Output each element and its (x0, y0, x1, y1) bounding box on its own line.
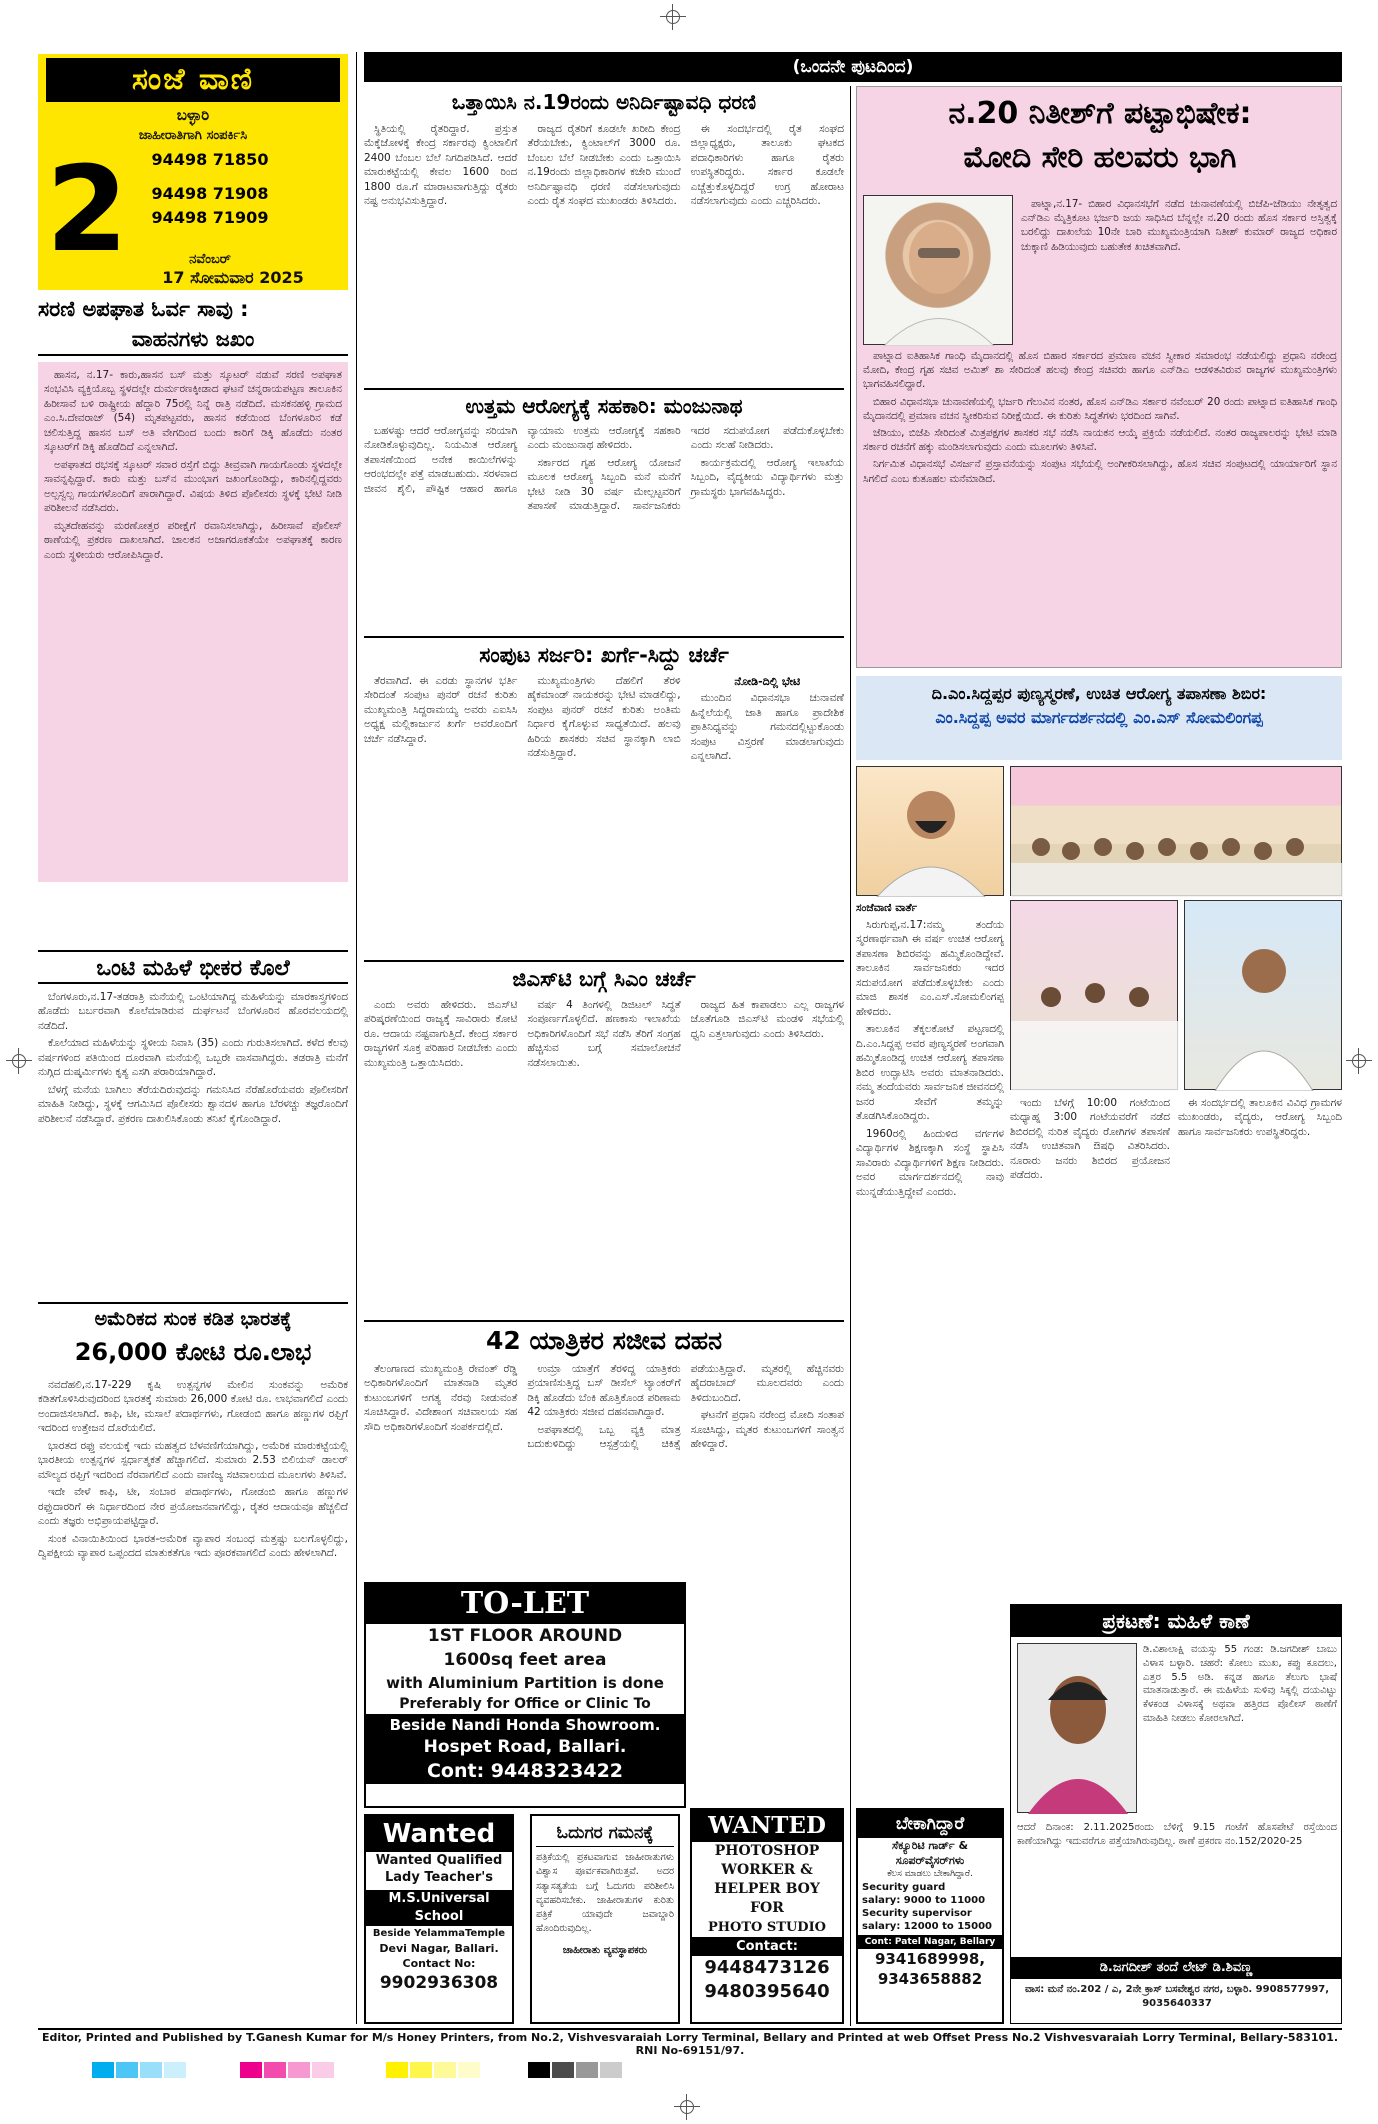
tolet-ad (364, 1582, 686, 1808)
camp-para-3: 1960ರಲ್ಲಿ ಹಿಂದುಳಿದ ವರ್ಗಗಳ ವಿದ್ಯಾರ್ಥಿಗಳ ಶಿಕ್ಷಣಕ್ಕಾಗಿ ಸಂಸ್ಥೆ ಸ್ಥಾಪಿಸಿ ಸಾವಿರಾರು ವಿದ್ಯಾರ್ಥಿಗಳಿಗೆ ಶಿಕ್ಷಣ ನೀಡಿದರು. ಅವರ ಮಾರ್ಗದರ್ಶನದಲ್ಲಿ ನಾವು ಮುನ್ನಡೆಯುತ್ತಿದ್ದೇವೆ ಎಂದರು. (856, 1127, 1004, 1198)
teacher-school-2: School (366, 1908, 512, 1926)
photoshop-line-1: PHOTOSHOP (714, 1843, 820, 1859)
swatch-cyan-4 (164, 2062, 186, 2078)
swatch-cyan-1 (92, 2062, 114, 2078)
masthead-city: ಬಳ್ಳಾರಿ (176, 106, 210, 124)
security-salary-1: Security guard (862, 1882, 946, 1893)
murder-headline: ಒಂಟಿ ಮಹಿಳೆ ಭೀಕರ ಕೊಲೆ (38, 950, 348, 984)
murder-para-3: ಬೆಳಗ್ಗೆ ಮನೆಯ ಬಾಗಿಲು ತೆರೆಯದಿರುವುದನ್ನು ಗಮನಿಸಿದ ನೆರೆಹೊರೆಯವರು ಪೊಲೀಸರಿಗೆ ಮಾಹಿತಿ ನೀಡಿದ್ದು, ಸ್ಥಳಕ್ಕೆ ಆಗಮಿಸಿದ ಪೊಲೀಸರು ಶ್ವಾನದಳ ಹಾಗೂ ಬೆರಳಚ್ಚು ತಜ್ಞರೊಂದಿಗೆ ಪರಿಶೀಲನೆ ನಡೆಸಿದ್ದಾರೆ. ಪ್ರಕರಣ ದಾಖಲಿಸಿಕೊಂಡು ತನಿಖೆ ಕೈಗೊಂಡಿದ್ದಾರೆ. (38, 1083, 348, 1125)
security-phone-2: 9343658882 (877, 1970, 983, 1988)
photoshop-line-5: PHOTO STUDIO (708, 1920, 826, 1935)
swatch-magenta-4 (312, 2062, 334, 2078)
teacher-ad (364, 1814, 514, 2024)
masthead-phone-1: 94498 71850 (151, 150, 269, 169)
photoshop-title: WANTED (692, 1810, 842, 1842)
tolet-line-3: with Aluminium Partition is done (386, 1674, 664, 1692)
murder-para-2: ಕೊಲೆಯಾದ ಮಹಿಳೆಯನ್ನು ಸ್ಥಳೀಯ ನಿವಾಸಿ (35) ಎಂದು ಗುರುತಿಸಲಾಗಿದೆ. ಕಳೆದ ಕೆಲವು ವರ್ಷಗಳಿಂದ ಪತಿಯಿಂದ ದೂರವಾಗಿ ಮನೆಯಲ್ಲಿ ಒಬ್ಬರೇ ವಾಸವಾಗಿದ್ದರು. ತಡರಾತ್ರಿ ಮನೆಗೆ ನುಗ್ಗಿದ ದುಷ್ಕರ್ಮಿಗಳು ಕೃತ್ಯ ಎಸಗಿ ಪರಾರಿಯಾಗಿದ್ದಾರೆ. (38, 1037, 348, 1079)
page-number: 2 (46, 140, 129, 278)
nitish-body (863, 349, 1337, 663)
nitish-para-5: ನಿರ್ಗಮಿತ ವಿಧಾನಸಭೆ ವಿಸರ್ಜನೆ ಪ್ರಸ್ತಾವನೆಯನ್ನು ಸಂಪುಟ ಸಭೆಯಲ್ಲಿ ಅಂಗೀಕರಿಸಲಾಗಿದ್ದು, ಹೊಸ ಸಚಿವ ಸಂಪುಟದಲ್ಲಿ ಯಾರ್ಯಾರಿಗೆ ಸ್ಥಾನ ಸಿಗಲಿದೆ ಎಂಬ ಕುತೂಹಲ ಮನೆಮಾಡಿದೆ. (863, 458, 1337, 485)
swatch-yellow-3 (434, 2062, 456, 2078)
security-ad (856, 1808, 1004, 2024)
missing-person-photo (1017, 1643, 1137, 1813)
swatch-black-3 (576, 2062, 598, 2078)
fire-para-4: ಘಟನೆಗೆ ಪ್ರಧಾನಿ ನರೇಂದ್ರ ಮೋದಿ ಸಂತಾಪ ಸೂಚಿಸಿದ್ದು, ಮೃತರ ಕುಟುಂಬಗಳಿಗೆ ಸಾಂತ್ವನ ಹೇಳಿದ್ದಾರೆ. (690, 1409, 844, 1451)
camp-para-4: ಇಂದು ಬೆಳಗ್ಗೆ 10:00 ಗಂಟೆಯಿಂದ ಮಧ್ಯಾಹ್ನ 3:00 ಗಂಟೆಯವರೆಗೆ ನಡೆದ ಶಿಬಿರದಲ್ಲಿ ನುರಿತ ವೈದ್ಯರು ರೋಗಿಗಳ ತಪಾಸಣೆ ನಡೆಸಿ ಉಚಿತವಾಗಿ ಔಷಧಿ ವಿತರಿಸಿದರು. ನೂರಾರು ಜನರು ಶಿಬಿರದ ಪ್ರಯೋಜನ ಪಡೆದರು. (1010, 1097, 1170, 1182)
swatch-black-4 (600, 2062, 622, 2078)
health-para-1: ಬಹಳಷ್ಟು ಆದರೆ ಆರೋಗ್ಯವನ್ನು ಸರಿಯಾಗಿ ನೋಡಿಕೊಳ್ಳುವುದಿಲ್ಲ. ನಿಯಮಿತ ಆರೋಗ್ಯ ತಪಾಸಣೆಯಿಂದ ಅನೇಕ ಕಾಯಿಲೆಗಳನ್ನು ಆರಂಭದಲ್ಲೇ ಪತ್ತೆ ಮಾಡಬಹುದು. ಸರಳವಾದ ಜೀವನ ಶೈಲಿ, ಪೌಷ್ಟಿಕ ಆಹಾರ ಹಾಗೂ ವ್ಯಾಯಾಮ ಉತ್ತಮ ಆರೋಗ್ಯಕ್ಕೆ ಸಹಕಾರಿ ಎಂದು ಮಂಜುನಾಥ ಹೇಳಿದರು. (364, 425, 681, 495)
tolet-contact: Cont: 9448323422 (366, 1758, 684, 1784)
murder-para-1: ಬೆಂಗಳೂರು,ನ.17-ತಡರಾತ್ರಿ ಮನೆಯಲ್ಲಿ ಒಂಟಿಯಾಗಿದ್ದ ಮಹಿಳೆಯನ್ನು ಮಾರಕಾಸ್ತ್ರಗಳಿಂದ ಹೊಡೆದು ಬರ್ಬರವಾಗಿ ಕೊಲೆಮಾಡಿರುವ ದುರ್ಘಟನೆ ಬೆಂಗಳೂರಿನ ಹೊರವಲಯದಲ್ಲಿ ನಡೆದಿದೆ. (38, 991, 348, 1032)
camp-crowd-photo (1010, 766, 1342, 896)
tolet-title: TO-LET (366, 1584, 684, 1624)
camp-para-5: ಈ ಸಂದರ್ಭದಲ್ಲಿ ತಾಲೂಕಿನ ವಿವಿಧ ಗ್ರಾಮಗಳ ಮುಖಂಡರು, ವೈದ್ಯರು, ಆರೋಗ್ಯ ಸಿಬ್ಬಂದಿ ಹಾಗೂ ಸಾರ್ವಜನಿಕರು ಉಪಸ್ಥಿತರಿದ್ದರು. (1178, 1097, 1342, 1138)
camp-headline-1: ದಿ.ಎಂ.ಸಿದ್ದಪ್ಪರ ಪುಣ್ಯಸ್ಮರಣೆ, ಉಚಿತ ಆರೋಗ್ಯ ತಪಾಸಣಾ ಶಿಬಿರ: (931, 684, 1267, 703)
teacher-title: Wanted (366, 1816, 512, 1852)
protest-para-3: ಈ ಸಂದರ್ಭದಲ್ಲಿ ರೈತ ಸಂಘದ ಜಿಲ್ಲಾಧ್ಯಕ್ಷರು, ತಾಲೂಕು ಘಟಕದ ಪದಾಧಿಕಾರಿಗಳು ಹಾಗೂ ರೈತರು ಉಪಸ್ಥಿತರಿದ್ದರು. ಸರ್ಕಾರ ಕೂಡಲೇ ಎಚ್ಚೆತ್ತುಕೊಳ್ಳದಿದ್ದರೆ ಉಗ್ರ ಹೋರಾಟ ನಡೆಸಲಾಗುವುದು ಎಂದು ಎಚ್ಚರಿಸಿದರು. (690, 123, 844, 208)
health-headline: ಉತ್ತಮ ಆರೋಗ್ಯಕ್ಕೆ ಸಹಕಾರಿ: ಮಂಜುನಾಥ (364, 388, 844, 420)
teacher-school-1: M.S.Universal (366, 1890, 512, 1908)
gst-headline: ಜಿಎಸ್‌ಟಿ ಬಗ್ಗೆ ಸಿಎಂ ಚರ್ಚೆ (364, 960, 844, 994)
swatch-cyan-2 (116, 2062, 138, 2078)
registration-mark-bottom (674, 2094, 700, 2120)
nitish-lead (1021, 197, 1337, 345)
swatch-yellow-1 (386, 2062, 408, 2078)
protest-para-2: ರಾಜ್ಯದ ರೈತರಿಗೆ ಕೂಡಲೇ ಖರೀದಿ ಕೇಂದ್ರ ತೆರೆಯಬೇಕು, ಕ್ವಿಂಟಾಲ್‌ಗೆ 3000 ರೂ. ಬೆಂಬಲ ಬೆಲೆ ನೀಡಬೇಕು ಎಂದು ಒತ್ತಾಯಿಸಿ ನ.19ರಂದು ಜಿಲ್ಲಾಧಿಕಾರಿಗಳ ಕಚೇರಿ ಮುಂದೆ ಅನಿರ್ದಿಷ್ಟಾವಧಿ ಧರಣಿ ನಡೆಸಲಾಗುವುದು ಎಂದು ರೈತ ಸಂಘದ ಮುಖಂಡರು ತಿಳಿಸಿದರು. (527, 123, 681, 208)
swatch-cyan-3 (140, 2062, 162, 2078)
teacher-addr-2: Devi Nagar, Ballari. (379, 1942, 499, 1955)
cabinet-subhead: ನೋಡಿ-ದಿಲ್ಲಿ ಭೇಟಿ (734, 675, 801, 688)
person-portrait-icon (864, 196, 1014, 346)
camp-headline-2: ಎಂ.ಸಿದ್ದಪ್ಪ ಅವರ ಮಾರ್ಗದರ್ಶನದಲ್ಲಿ ಎಂ.ಎಸ್ ಸೋಮಲಿಂಗಪ್ಪ (935, 708, 1263, 727)
camp-stage-photo-1 (1010, 900, 1178, 1090)
photoshop-line-4: FOR (750, 1900, 784, 1916)
gst-para-1: ಎಂದು ಅವರು ಹೇಳಿದರು. ಜಿಎಸ್‌ಟಿ ಪರಿಷ್ಕರಣೆಯಿಂದ ರಾಜ್ಯಕ್ಕೆ ಸಾವಿರಾರು ಕೋಟಿ ರೂ. ಆದಾಯ ನಷ್ಟವಾಗುತ್ತಿದೆ. ಕೇಂದ್ರ ಸರ್ಕಾರ ರಾಜ್ಯಗಳಿಗೆ ಸೂಕ್ತ ಪರಿಹಾರ ನೀಡಬೇಕು ಎಂದು ಮುಖ್ಯಮಂತ್ರಿ ಒತ್ತಾಯಿಸಿದರು. (364, 999, 518, 1069)
nitish-para-2: ಪಾಟ್ನಾದ ಐತಿಹಾಸಿಕ ಗಾಂಧಿ ಮೈದಾನದಲ್ಲಿ ಹೊಸ ಬಿಹಾರ ಸರ್ಕಾರದ ಪ್ರಮಾಣ ವಚನ ಸ್ವೀಕಾರ ಸಮಾರಂಭ ನಡೆಯಲಿದ್ದು ಪ್ರಧಾನಿ ನರೇಂದ್ರ ಮೋದಿ, ಕೇಂದ್ರ ಗೃಹ ಸಚಿವ ಅಮಿತ್ ಶಾ ಸೇರಿದಂತೆ ಹಲವು ಕೇಂದ್ರ ಸಚಿವರು ಹಾಗೂ ಎನ್‌ಡಿಎ ಆಡಳಿತವಿರುವ ರಾಜ್ಯಗಳ ಮುಖ್ಯಮಂತ್ರಿಗಳು ಭಾಗವಹಿಸಲಿದ್ದಾರೆ. (863, 350, 1337, 391)
swatch-black-1 (528, 2062, 550, 2078)
nitish-headline-1: ನ.20 ನಿತೀಶ್‌ಗೆ ಪಟ್ಟಾಭಿಷೇಕ: (948, 96, 1252, 131)
accident-headline-block (38, 294, 348, 356)
accident-para-2: ಅಪಘಾತದ ರಭಸಕ್ಕೆ ಸ್ಕೂಟರ್ ಸವಾರ ರಸ್ತೆಗೆ ಬಿದ್ದು ತೀವ್ರವಾಗಿ ಗಾಯಗೊಂಡು ಸ್ಥಳದಲ್ಲೇ ಸಾವನ್ನಪ್ಪಿದ್ದಾರೆ. ಕಾರು ಮತ್ತು ಬಸ್‌ನ ಮುಂಭಾಗ ಜಖಂಗೊಂಡಿದ್ದು, ಕಾರಿನಲ್ಲಿದ್ದವರು ಅಲ್ಪಸ್ವಲ್ಪ ಗಾಯಗಳೊಂದಿಗೆ ಪಾರಾಗಿದ್ದಾರೆ. ವಿಷಯ ತಿಳಿದ ಪೊಲೀಸರು ಸ್ಥಳಕ್ಕೆ ಭೇಟಿ ನೀಡಿ ಪರಿಶೀಲನೆ ನಡೆಸಿದರು. (44, 458, 342, 515)
cabinet-headline: ಸಂಪುಟ ಸರ್ಜರಿ: ಖರ್ಗೆ-ಸಿದ್ದು ಚರ್ಚೆ (364, 636, 844, 670)
readers-sign: ಜಾಹೀರಾತು ವ್ಯವಸ್ಥಾಪಕರು (562, 1944, 648, 1956)
masthead-phone-3: 94498 71909 (151, 208, 269, 227)
fire-headline: 42 ಯಾತ್ರಿಕರ ಸಜೀವ ದಹನ (364, 1320, 844, 1358)
photoshop-phone-1: 9448473126 (704, 1957, 830, 1978)
health-para-3: ಕಾರ್ಯಕ್ರಮದಲ್ಲಿ ಆರೋಗ್ಯ ಇಲಾಖೆಯ ಸಿಬ್ಬಂದಿ, ವೈದ್ಯಕೀಯ ವಿದ್ಯಾರ್ಥಿಗಳು ಮತ್ತು ಗ್ರಾಮಸ್ಥರು ಭಾಗವಹಿಸಿದ್ದರು. (690, 456, 844, 498)
camp-speaker-photo (856, 766, 1004, 896)
nitish-para-3: ಬಿಹಾರ ವಿಧಾನಸಭಾ ಚುನಾವಣೆಯಲ್ಲಿ ಭರ್ಜರಿ ಗೆಲುವಿನ ನಂತರ, ಹೊಸ ಎನ್‌ಡಿಎ ಸರ್ಕಾರ ನವೆಂಬರ್ 20 ರಂದು ಪಾಟ್ನಾದ ಐತಿಹಾಸಿಕ ಗಾಂಧಿ ಮೈದಾನದಲ್ಲಿ ಪ್ರಮಾಣ ವಚನ ಸ್ವೀಕರಿಸುವ ನಿರೀಕ್ಷೆಯಿದೆ. ಈ ಕುರಿತು ಸಿದ್ಧತೆಗಳು ಭರದಿಂದ ಸಾಗಿವೆ. (863, 395, 1337, 422)
camp-stage-photo-2 (1184, 900, 1342, 1090)
swatch-magenta-1 (240, 2062, 262, 2078)
camp-credit: ಸಂಜೆವಾಣಿ ವಾರ್ತೆ (856, 902, 918, 914)
stage-icon (1011, 901, 1179, 1091)
readers-body: ಪತ್ರಿಕೆಯಲ್ಲಿ ಪ್ರಕಟವಾಗುವ ಜಾಹೀರಾತುಗಳು ವಿಶ್ವಾಸ ಪೂರ್ವಕವಾಗಿರುತ್ತವೆ. ಅದರ ಸತ್ಯಾಸತ್ಯತೆಯ ಬಗ್ಗೆ ಓದುಗರು ಪರಿಶೀಲಿಸಿ ವ್ಯವಹರಿಸಬೇಕು. ಜಾಹೀರಾತುಗಳ ಕುರಿತು ಪತ್ರಿಕೆ ಯಾವುದೇ ಜವಾಬ್ದಾರಿ ಹೊಂದಿರುವುದಿಲ್ಲ. (536, 1852, 674, 1935)
tolet-line-6: Hospet Road, Ballari. (366, 1736, 684, 1758)
fire-para-3: ಅಪಘಾತದಲ್ಲಿ ಒಬ್ಬ ವ್ಯಕ್ತಿ ಮಾತ್ರ ಬದುಕುಳಿದಿದ್ದು ಆಸ್ಪತ್ರೆಯಲ್ಲಿ ಚಿಕಿತ್ಸೆ ಪಡೆಯುತ್ತಿದ್ದಾರೆ. ಮೃತರಲ್ಲಿ ಹೆಚ್ಚಿನವರು ಹೈದರಾಬಾದ್ ಮೂಲದವರು ಎಂದು ತಿಳಿದುಬಂದಿದೆ. (527, 1363, 844, 1451)
teacher-line-2: Lady Teacher's (385, 1870, 493, 1885)
protest-headline: ಒತ್ತಾಯಿಸಿ ನ.19ರಂದು ಅನಿರ್ದಿಷ್ಟಾವಧಿ ಧರಣಿ (451, 90, 757, 114)
fire-para-2: ಉಮ್ರಾ ಯಾತ್ರೆಗೆ ತೆರಳಿದ್ದ ಯಾತ್ರಿಕರು ಪ್ರಯಾಣಿಸುತ್ತಿದ್ದ ಬಸ್ ಡೀಸೆಲ್ ಟ್ಯಾಂಕರ್‌ಗೆ ಡಿಕ್ಕಿ ಹೊಡೆದು ಬೆಂಕಿ ಹೊತ್ತಿಕೊಂಡ ಪರಿಣಾಮ 42 ಯಾತ್ರಿಕರು ಸಜೀವ ದಹನವಾಗಿದ್ದಾರೆ. (527, 1363, 681, 1419)
accident-headline-2: ವಾಹನಗಳು ಜಖಂ (131, 327, 255, 351)
masthead (38, 54, 348, 290)
gst-para-3: ರಾಜ್ಯದ ಹಿತ ಕಾಪಾಡಲು ಎಲ್ಲ ರಾಜ್ಯಗಳ ಜೊತೆಗೂಡಿ ಜಿಎಸ್‌ಟಿ ಮಂಡಳಿ ಸಭೆಯಲ್ಲಿ ಧ್ವನಿ ಎತ್ತಲಾಗುವುದು ಎಂದು ತಿಳಿಸಿದರು. (690, 999, 844, 1040)
trade-para-4: ಸುಂಕ ವಿನಾಯಿತಿಯಿಂದ ಭಾರತ-ಅಮೆರಿಕ ವ್ಯಾಪಾರ ಸಂಬಂಧ ಮತ್ತಷ್ಟು ಬಲಗೊಳ್ಳಲಿದ್ದು, ದ್ವಿಪಕ್ಷೀಯ ವ್ಯಾಪಾರ ಒಪ್ಪಂದದ ಮಾತುಕತೆಗೂ ಇದು ಪೂರಕವಾಗಲಿದೆ ಎಂದು ಹೇಳಲಾಗಿದೆ. (38, 1532, 348, 1560)
photoshop-line-3: HELPER BOY (714, 1881, 820, 1897)
camp-body-right (1178, 1096, 1342, 1600)
camp-headline-block (856, 676, 1342, 760)
nitish-para-4: ಜೆಡಿಯು, ಬಿಜೆಪಿ ಸೇರಿದಂತೆ ಮಿತ್ರಪಕ್ಷಗಳ ಶಾಸಕರ ಸಭೆ ನಡೆಸಿ ನಾಯಕನ ಆಯ್ಕೆ ಪ್ರಕ್ರಿಯೆ ನಡೆಯಲಿದೆ. ನಂತರ ರಾಜ್ಯಪಾಲರನ್ನು ಭೇಟಿ ಮಾಡಿ ಸರ್ಕಾರ ರಚನೆಗೆ ಹಕ್ಕು ಮಂಡಿಸಲಾಗುವುದು ಎಂದು ಮೂಲಗಳು ತಿಳಿಸಿವೆ. (863, 427, 1337, 454)
cabinet-body (364, 674, 844, 956)
photoshop-phone-2: 9480395640 (704, 1981, 830, 2002)
swatch-yellow-4 (458, 2062, 480, 2078)
cabinet-para-2: ಮುಖ್ಯಮಂತ್ರಿಗಳು ದೆಹಲಿಗೆ ತೆರಳಿ ಹೈಕಮಾಂಡ್ ನಾಯಕರನ್ನು ಭೇಟಿ ಮಾಡಲಿದ್ದು, ಸಂಪುಟ ಪುನರ್ ರಚನೆ ಕುರಿತು ಅಂತಿಮ ನಿರ್ಧಾರ ಕೈಗೊಳ್ಳುವ ಸಾಧ್ಯತೆಯಿದೆ. ಹಲವು ಹಿರಿಯ ಶಾಸಕರು ಸಚಿವ ಸ್ಥಾನಕ್ಕಾಗಿ ಲಾಬಿ ನಡೆಸುತ್ತಿದ್ದಾರೆ. (527, 675, 681, 760)
teacher-addr-1: Beside YelammaTemple (372, 1928, 506, 1939)
trade-headline-block (38, 1302, 348, 1372)
photoshop-ad (690, 1808, 844, 2024)
missing-date-line: ಆದರೆ ದಿನಾಂಕ: 2.11.2025ರಂದು ಬೆಳಿಗ್ಗೆ 9.15 ಗಂಟೆಗೆ ಹೊಸಪೇಟೆ ರಸ್ತೆಯಿಂದ ಕಾಣೆಯಾಗಿದ್ದು ಇದುವರೆಗೂ ಪತ್ತೆಯಾಗಿರುವುದಿಲ್ಲ. ಠಾಣೆ ಪ್ರಕರಣ ನಂ.152/2020-25 (1017, 1822, 1337, 1847)
footer-rule (38, 2028, 1342, 2030)
missing-address: ವಾಸ: ಮನೆ ನಂ.202 / ಎ, 2ನೇ ಕ್ರಾಸ್ ಬಸವೇಶ್ವರ ನಗರ, ಬಳ್ಳಾರಿ. 9908577997, 9035640337 (1024, 1984, 1330, 2009)
speaker-icon (857, 767, 1005, 897)
swatch-black-2 (552, 2062, 574, 2078)
imprint-line: Editor, Printed and Published by T.Ganesh Kumar for M/s Honey Printers, from No.2, Vishvesvaraiah Lorry Terminal, Bellary and Printed at web Offset Press No.2 Vishvesvaraiah Lorry Terminal, Bellary-583101. RNI No-69151/97. (41, 2031, 1339, 2057)
nitish-article (856, 86, 1342, 668)
teacher-contact-label: Contact No: (402, 1957, 476, 1970)
nitish-para-1: ಪಾಟ್ನಾ,ನ.17- ಬಿಹಾರ ವಿಧಾನಸಭೆಗೆ ನಡೆದ ಚುನಾವಣೆಯಲ್ಲಿ ಬಿಜೆಪಿ-ಜೆಡಿಯು ನೇತೃತ್ವದ ಎನ್‌ಡಿಎ ಮೈತ್ರಿಕೂಟ ಭರ್ಜರಿ ಜಯ ಸಾಧಿಸಿದ ಬೆನ್ನಲ್ಲೇ ನ.20 ರಂದು ಹೊಸ ಸರ್ಕಾರ ಅಸ್ತಿತ್ವಕ್ಕೆ ಬರಲಿದ್ದು ದಾಖಲೆಯ 10ನೇ ಬಾರಿ ಮುಖ್ಯಮಂತ್ರಿಯಾಗಿ ನಿತೀಶ್ ಕುಮಾರ್ ರಾಜ್ಯದ ಅಧಿಕಾರ ಚುಕ್ಕಾಣಿ ಹಿಡಿಯುವುದು ಬಹುತೇಕ ಖಚಿತವಾಗಿದೆ. (1021, 198, 1337, 253)
camp-body-mid (1010, 1096, 1170, 1600)
trade-para-1: ನವದೆಹಲಿ,ನ.17-229 ಕೃಷಿ ಉತ್ಪನ್ನಗಳ ಮೇಲಿನ ಸುಂಕವನ್ನು ಅಮೆರಿಕ ಕಡಿತಗೊಳಿಸಿರುವುದರಿಂದ ಭಾರತಕ್ಕೆ ಸುಮಾರು 26,000 ಕೋಟಿ ರೂ. ಲಾಭವಾಗಲಿದೆ ಎಂದು ಅಂದಾಜಿಸಲಾಗಿದೆ. ಕಾಫಿ, ಟೀ, ಮಸಾಲೆ ಪದಾರ್ಥಗಳು, ಗೋಡಂಬಿ ಹಾಗೂ ಹಣ್ಣುಗಳ ರಫ್ತಿಗೆ ಇದರಿಂದ ಉತ್ತೇಜನ ದೊರೆಯಲಿದೆ. (38, 1379, 348, 1435)
security-line-1: ಸೆಕ್ಯೂರಿಟಿ ಗಾರ್ಡ್ & (891, 1839, 969, 1852)
photoshop-line-2: WORKER & (721, 1862, 813, 1878)
security-salary-3: Security supervisor (862, 1908, 972, 1919)
health-para-2: ಸರ್ಕಾರದ ಗೃಹ ಆರೋಗ್ಯ ಯೋಜನೆ ಮೂಲಕ ಆರೋಗ್ಯ ಸಿಬ್ಬಂದಿ ಮನೆ ಮನೆಗೆ ಭೇಟಿ ನೀಡಿ 30 ವರ್ಷ ಮೇಲ್ಪಟ್ಟವರಿಗೆ ತಪಾಸಣೆ ಮಾಡುತ್ತಿದ್ದಾರೆ. ಸಾರ್ವಜನಿಕರು ಇದರ ಸದುಪಯೋಗ ಪಡೆದುಕೊಳ್ಳಬೇಕು ಎಂದು ಸಲಹೆ ನೀಡಿದರು. (527, 425, 844, 513)
missing-notice (1010, 1604, 1342, 2024)
security-title: ಬೇಕಾಗಿದ್ದಾರೆ (858, 1810, 1002, 1838)
trade-para-2: ಭಾರತದ ರಫ್ತು ವಲಯಕ್ಕೆ ಇದು ಮಹತ್ವದ ಬೆಳವಣಿಗೆಯಾಗಿದ್ದು, ಅಮೆರಿಕ ಮಾರುಕಟ್ಟೆಯಲ್ಲಿ ಭಾರತೀಯ ಉತ್ಪನ್ನಗಳ ಸ್ಪರ್ಧಾತ್ಮಕತೆ ಹೆಚ್ಚಾಗಲಿದೆ. ಸುಮಾರು 2.53 ಬಿಲಿಯನ್ ಡಾಲರ್ ಮೌಲ್ಯದ ರಫ್ತಿಗೆ ಇದರಿಂದ ನೆರವಾಗಲಿದೆ ಎಂದು ವಾಣಿಜ್ಯ ಸಚಿವಾಲಯದ ಮೂಲಗಳು ತಿಳಿಸಿವೆ. (38, 1439, 348, 1481)
swatch-magenta-2 (264, 2062, 286, 2078)
nitish-photo (863, 195, 1013, 345)
accident-body (38, 362, 348, 882)
missing-body: ಡಿ.ವಿಶಾಲಾಕ್ಷಿ ವಯಸ್ಸು 55 ಗಂಡ: ಡಿ.ಜಗದೀಶ್ ಬಾಬು ವಿಳಾಸ ಬಳ್ಳಾರಿ. ಚಹರೆ: ಕೋಲು ಮುಖ, ಕಪ್ಪು ಕೂದಲು, ಎತ್ತರ 5.5 ಅಡಿ. ಕನ್ನಡ ಹಾಗೂ ತೆಲುಗು ಭಾಷೆ ಮಾತನಾಡುತ್ತಾರೆ. ಈ ಮಹಿಳೆಯ ಸುಳಿವು ಸಿಕ್ಕಲ್ಲಿ ದಯವಿಟ್ಟು ಕೆಳಕಂಡ ವಿಳಾಸಕ್ಕೆ ಅಥವಾ ಹತ್ತಿರದ ಪೊಲೀಸ್ ಠಾಣೆಗೆ ಮಾಹಿತಿ ನೀಡಲು ಕೋರಲಾಗಿದೆ. (1143, 1644, 1337, 1724)
tolet-line-2: 1600sq feet area (443, 1650, 607, 1670)
fire-para-1: ತೆಲಂಗಾಣದ ಮುಖ್ಯಮಂತ್ರಿ ರೇವಂತ್ ರೆಡ್ಡಿ ಅಧಿಕಾರಿಗಳೊಂದಿಗೆ ಮಾತನಾಡಿ ಮೃತರ ಕುಟುಂಬಗಳಿಗೆ ಅಗತ್ಯ ನೆರವು ನೀಡುವಂತೆ ಸೂಚಿಸಿದ್ದಾರೆ. ವಿದೇಶಾಂಗ ಸಚಿವಾಲಯ ಸಹ ಸೌದಿ ಅಧಿಕಾರಿಗಳೊಂದಿಗೆ ಸಂಪರ್ಕದಲ್ಲಿದೆ. (364, 1363, 518, 1433)
teacher-line-1: Wanted Qualified (375, 1853, 503, 1868)
trade-para-3: ಇದೇ ವೇಳೆ ಕಾಫಿ, ಟೀ, ಸಂಬಾರ ಪದಾರ್ಥಗಳು, ಗೋಡಂಬಿ ಹಾಗೂ ಹಣ್ಣುಗಳ ರಫ್ತುದಾರರಿಗೆ ಈ ನಿರ್ಧಾರದಿಂದ ನೇರ ಪ್ರಯೋಜನವಾಗಲಿದ್ದು, ರೈತರ ಆದಾಯವೂ ಹೆಚ್ಚಲಿದೆ ಎಂದು ತಜ್ಞರು ಅಭಿಪ್ರಾಯಪಟ್ಟಿದ್ದಾರೆ. (38, 1486, 348, 1528)
readers-notice (530, 1814, 680, 2024)
continued-banner: (ಒಂದನೇ ಪುಟದಿಂದ) (364, 52, 1342, 82)
woman-portrait-icon (1018, 1644, 1138, 1814)
registration-mark-right (1346, 1048, 1372, 1074)
swatch-magenta-3 (288, 2062, 310, 2078)
murder-body (38, 990, 348, 1298)
nitish-headline-2: ಮೋದಿ ಸೇರಿ ಹಲವರು ಭಾಗಿ (963, 140, 1237, 175)
cabinet-para-3: ಮುಂದಿನ ವಿಧಾನಸಭಾ ಚುನಾವಣೆ ಹಿನ್ನೆಲೆಯಲ್ಲಿ ಜಾತಿ ಹಾಗೂ ಪ್ರಾದೇಶಿಕ ಪ್ರಾತಿನಿಧ್ಯವನ್ನು ಗಮನದಲ್ಲಿಟ್ಟುಕೊಂಡು ಸಂಪುಟ ವಿಸ್ತರಣೆ ಮಾಡಲಾಗುವುದು ಎನ್ನಲಾಗಿದೆ. (690, 692, 844, 763)
accident-para-3: ಮೃತದೇಹವನ್ನು ಮರಣೋತ್ತರ ಪರೀಕ್ಷೆಗೆ ರವಾನಿಸಲಾಗಿದ್ದು, ಹಿರೀಸಾವೆ ಪೊಲೀಸ್ ಠಾಣೆಯಲ್ಲಿ ಪ್ರಕರಣ ದಾಖಲಾಗಿದೆ. ಚಾಲಕನ ಅಜಾಗರೂಕತೆಯೇ ಅಪಘಾತಕ್ಕೆ ಕಾರಣ ಎಂದು ಸ್ಥಳೀಯರು ಆರೋಪಿಸಿದ್ದಾರೆ. (44, 519, 342, 561)
tolet-line-1: 1ST FLOOR AROUND (427, 1626, 623, 1646)
trade-headline-1: ಅಮೆರಿಕದ ಸುಂಕ ಕಡಿತ ಭಾರತಕ್ಕೆ (94, 1308, 292, 1330)
security-salary-2: salary: 9000 to 11000 (862, 1895, 986, 1906)
camp-body-left (856, 918, 1004, 1600)
health-body (364, 424, 844, 632)
security-line-3: ಕೆಲಸ ಮಾಡಲು ಬೇಕಾಗಿದ್ದಾರೆ. (887, 1869, 973, 1879)
doctor-icon (1185, 901, 1343, 1091)
masthead-contact-label: ಜಾಹೀರಾತಿಗಾಗಿ ಸಂಪರ್ಕಿಸಿ (138, 128, 248, 143)
trade-body (38, 1378, 348, 2026)
masthead-month: ನವೆಂಬರ್ (189, 252, 231, 267)
cabinet-para-1: ತೆರವಾಗಿದೆ. ಈ ಎರಡು ಸ್ಥಾನಗಳ ಭರ್ತಿ ಸೇರಿದಂತೆ ಸಂಪುಟ ಪುನರ್ ರಚನೆ ಕುರಿತು ಮುಖ್ಯಮಂತ್ರಿ ಸಿದ್ದರಾಮಯ್ಯ ಅವರು ಎಐಸಿಸಿ ಅಧ್ಯಕ್ಷ ಮಲ್ಲಿಕಾರ್ಜುನ ಖರ್ಗೆ ಅವರೊಂದಿಗೆ ಚರ್ಚೆ ನಡೆಸಿದ್ದಾರೆ. (364, 675, 518, 745)
camp-para-1: ಸಿರುಗುಪ್ಪ,ನ.17:ನಮ್ಮ ತಂದೆಯ ಸ್ಮರಣಾರ್ಥವಾಗಿ ಈ ವರ್ಷ ಉಚಿತ ಆರೋಗ್ಯ ತಪಾಸಣಾ ಶಿಬಿರವನ್ನು ಹಮ್ಮಿಕೊಂಡಿದ್ದೇವೆ. ತಾಲೂಕಿನ ಸಾರ್ವಜನಿಕರು ಇದರ ಸದುಪಯೋಗ ಪಡೆದುಕೊಳ್ಳಬೇಕು ಎಂದು ಮಾಜಿ ಶಾಸಕ ಎಂ.ಎಸ್.ಸೋಮಲಿಂಗಪ್ಪ ಹೇಳಿದರು. (856, 919, 1004, 1018)
column-rule-1 (356, 52, 357, 2024)
teacher-phone: 9902936308 (379, 1973, 499, 1993)
camp-para-2: ತಾಲೂಕಿನ ತೆಕ್ಕಲಕೋಟೆ ಪಟ್ಟಣದಲ್ಲಿ ದಿ.ಎಂ.ಸಿದ್ದಪ್ಪ ಅವರ ಪುಣ್ಯಸ್ಮರಣೆ ಅಂಗವಾಗಿ ಹಮ್ಮಿಕೊಂಡಿದ್ದ ಉಚಿತ ಆರೋಗ್ಯ ತಪಾಸಣಾ ಶಿಬಿರ ಉದ್ಘಾಟಿಸಿ ಅವರು ಮಾತನಾಡಿದರು. ನಮ್ಮ ತಂದೆಯವರು ಸಾರ್ವಜನಿಕ ಜೀವನದಲ್ಲಿ ಜನರ ಸೇವೆಗೆ ತಮ್ಮನ್ನು ತೊಡಗಿಸಿಕೊಂಡಿದ್ದರು. (856, 1023, 1004, 1123)
protest-para-1: ಸ್ಥಿತಿಯಲ್ಲಿ ರೈತರಿದ್ದಾರೆ. ಪ್ರಸ್ತುತ ಮೆಕ್ಕೆಜೋಳಕ್ಕೆ ಕೇಂದ್ರ ಸರ್ಕಾರವು ಕ್ವಿಂಟಾಲಿಗೆ 2400 ಬೆಂಬಲ ಬೆಲೆ ನಿಗದಿಪಡಿಸಿದೆ. ಆದರೆ ಮಾರುಕಟ್ಟೆಯಲ್ಲಿ ಕೇವಲ 1600 ರಿಂದ 1800 ರೂ.ಗೆ ಮಾರಾಟವಾಗುತ್ತಿದ್ದು ರೈತರು ನಷ್ಟ ಅನುಭವಿಸುತ್ತಿದ್ದಾರೆ. (364, 123, 518, 208)
registration-mark-left (6, 1048, 32, 1074)
security-line-2: ಸೂಪರ್‌ವೈಸರ್‌ಗಳು (895, 1854, 965, 1867)
column-rule-2 (850, 86, 851, 2026)
gst-body (364, 998, 844, 1316)
readers-title: ಓದುಗರ ಗಮನಕ್ಕೆ (536, 1820, 674, 1847)
accident-para-1: ಹಾಸನ, ನ.17- ಕಾರು,ಹಾಸನ ಬಸ್ ಮತ್ತು ಸ್ಕೂಟರ್ ನಡುವೆ ಸರಣಿ ಅಪಘಾತ ಸಂಭವಿಸಿ ವ್ಯಕ್ತಿಯೊಬ್ಬ ಸ್ಥಳದಲ್ಲೇ ದುರ್ಮರಣಕ್ಕೀಡಾದ ಘಟನೆ ಚನ್ನರಾಯಪಟ್ಟಣ ತಾಲೂಕಿನ ಹಿರೀಸಾವೆ ಬಳಿ ರಾಷ್ಟ್ರೀಯ ಹೆದ್ದಾರಿ 75ರಲ್ಲಿ ನಿನ್ನೆ ರಾತ್ರಿ ನಡೆದಿದೆ. ಮಸಕನಹಳ್ಳಿ ಗ್ರಾಮದ ಎಂ.ಸಿ.ದೇವರಾಜ್ (54) ಮೃತಪಟ್ಟವರು, ಹಾಸನ ಕಡೆಯಿಂದ ಬೆಂಗಳೂರಿನ ಕಡೆ ಚಲಿಸುತ್ತಿದ್ದ ಹಾಸನ ಬಸ್ ಅತಿ ವೇಗದಿಂದ ಬಂದು ಕಾರಿಗೆ ಡಿಕ್ಕಿ ಹೊಡೆದು ನಂತರ ಸ್ಕೂಟರ್‌ಗೆ ಡಿಕ್ಕಿ ಹೊಡೆದಿದೆ ಎನ್ನಲಾಗಿದೆ. (44, 369, 342, 454)
security-contact: Cont: Patel Nagar, Bellary (858, 1935, 1002, 1949)
swatch-yellow-2 (410, 2062, 432, 2078)
crowd-icon (1011, 767, 1343, 897)
tolet-line-4: Preferably for Office or Clinic To (399, 1696, 651, 1712)
accident-headline-1: ಸರಣಿ ಅಪಘಾತ ಓರ್ವ ಸಾವು : (38, 297, 249, 321)
tolet-line-5: Beside Nandi Honda Showroom. (366, 1714, 684, 1736)
masthead-date: 17 ಸೋಮವಾರ 2025 (162, 268, 304, 287)
trade-headline-2: 26,000 ಕೋಟಿ ರೂ.ಲಾಭ (74, 1338, 312, 1366)
security-salary-4: salary: 12000 to 15000 (862, 1921, 992, 1932)
security-phone-1: 9341689998, (874, 1950, 986, 1968)
missing-signature: ಡಿ.ಜಗದೀಶ್ ತಂದೆ ಲೇಟ್ ಡಿ.ಶಿವಣ್ಣ (1011, 1957, 1341, 1979)
masthead-title: ಸಂಜೆ ವಾಣಿ (46, 58, 340, 102)
registration-mark-top (660, 4, 686, 30)
masthead-phone-2: 94498 71908 (151, 184, 269, 203)
protest-body (364, 122, 844, 384)
missing-headline: ಪ್ರಕಟಣೆ: ಮಹಿಳೆ ಕಾಣೆ (1011, 1605, 1341, 1637)
photoshop-contact-label: Contact: (692, 1937, 842, 1956)
gst-para-2: ವರ್ಷ 4 ತಿಂಗಳಲ್ಲಿ ಡಿಜಿಟಲ್ ಸಿದ್ಧತೆ ಸಂಪೂರ್ಣಗೊಳ್ಳಲಿದೆ. ಹಣಕಾಸು ಇಲಾಖೆಯ ಅಧಿಕಾರಿಗಳೊಂದಿಗೆ ಸಭೆ ನಡೆಸಿ ತೆರಿಗೆ ಸಂಗ್ರಹ ಹೆಚ್ಚಿಸುವ ಬಗ್ಗೆ ಸಮಾಲೋಚನೆ ನಡೆಸಲಾಯಿತು. (527, 999, 681, 1069)
